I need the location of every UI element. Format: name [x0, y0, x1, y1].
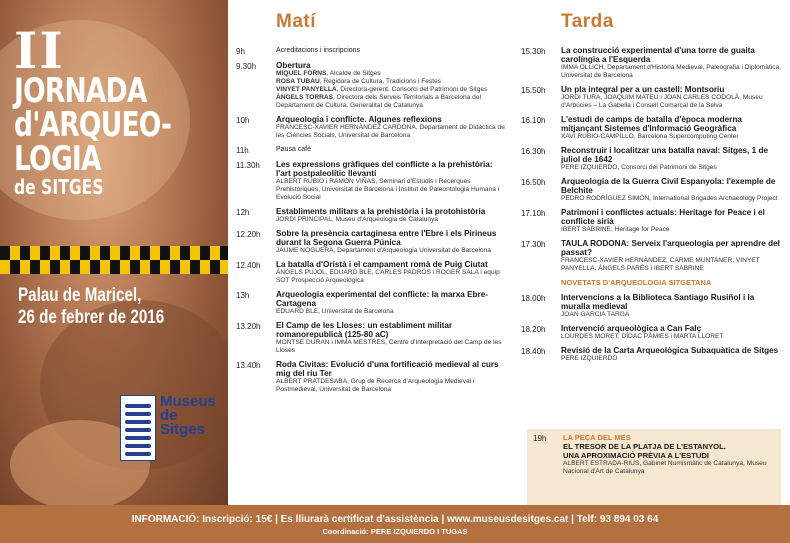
featured-tag: LA PEÇA DEL MES	[563, 433, 631, 442]
schedule-item: 15.50h Un pla integral per a un castell: Montsoriu JORDI TURA, JOAQUIM MATEU i JOAN CARLES CODOLÀ, Museu d'Arbúcies – La Gabella i Consell Comarcal de la Selva	[521, 85, 763, 109]
venue-date	[18, 285, 164, 329]
logo-text: Museus de Sitges	[160, 393, 216, 438]
featured-item-box	[527, 429, 781, 515]
schedule-item: 16.50h Arqueologia de la Guerra Civil Espanyola: l'exemple de Belchite PEDRO RODRÍGUEZ SIMÓN, International Brigades Archaeology Project	[521, 177, 778, 202]
title-line-4: de SITGES	[14, 175, 104, 199]
schedule-item: 16.30h Reconstruir i localitzar una batalla naval: Sitges, 1 de juliol de 1642 PERE IZQUIERDO, Consorci del Patrimoni de Sitges	[521, 146, 769, 171]
schedule-item: 16.10h L'estudi de camps de batalla d'època moderna mitjançant Sistemes d'Informació Geogràfica XAVI RUBIO-CAMPILLO, Barcelona Supercomputing Center	[521, 115, 742, 140]
museus-logo	[120, 395, 215, 465]
venue: Palau de Maricel,	[18, 285, 142, 306]
schedule-item: 11h Pausa cafè	[236, 146, 312, 155]
museum-tower-icon	[120, 395, 156, 461]
featured-desc: ALBERT ESTRADA-RIUS, Gabinet Numismàtic de Catalunya, Museu Nacional d'Art de Catalunya	[563, 460, 767, 475]
checkered-stripe	[0, 246, 228, 274]
schedule-item: 13.20h El Camp de les Lloses: un establiment militar romanorepublicà (125-80 aC) MONTSE DURAN i IMMA MESTRES, Centre d'Interpretació del Camp de les Lloses	[236, 321, 502, 354]
poster-panel	[0, 0, 228, 505]
schedule-item: 13h Arqueologia experimental del conflicte: la marxa Ebre-Cartagena EDUARD BLE, Universitat de Barcelona	[236, 290, 489, 315]
featured-title-1: EL TRESOR DE LA PLATJA DE L'ESTANYOL.	[563, 442, 726, 451]
schedule-item: 15.30h La construcció experimental d'una torre de guaita carolíngia a l'Esquerda IMMA OLLICH, Departament d'Història Medieval, Paleografia i Diplomàtica, Universitat de Barcelona	[521, 46, 782, 79]
event-date: 26 de febrer de 2016	[18, 307, 165, 328]
schedule-item: 9h Acreditacions i inscripcions	[236, 47, 361, 56]
edition-number: II	[14, 21, 65, 80]
afternoon-schedule	[521, 10, 783, 368]
schedule-item: 18.40h Revisió de la Carta Arqueològica Subaquàtica de Sitges PERE IZQUIERDO	[521, 346, 779, 362]
morning-schedule	[236, 10, 506, 399]
schedule-item: 18.20h Intervenció arqueològica a Can Falç LOURDES MORET, DÍDAC PÀMIES i MARTA LLORET	[521, 324, 724, 340]
featured-time: 19h	[533, 434, 547, 443]
schedule-item: 10h Arqueologia i conflicte. Algunes reflexions FRANCESC-XAVIER HERNÀNDEZ CARDONA, Departament de Didàctica de les Ciències Socials, Universitat de Barcelona	[236, 115, 505, 139]
schedule-item: 17.10h Patrimoni i conflictes actuals: Heritage for Peace i el conflicte sirià IBERT SABRINE, Heritage for Peace	[521, 208, 765, 233]
section-heading: NOVETATS D'ARQUEOLOGIA SITGETANA	[561, 278, 712, 287]
schedule-item: 12.40h La batalla d'Orístà i el campament romà de Puig Ciutat ÀNGELS PUJOL, EDUARD BLE, CARLES PADRÓS i ROGER SALA i equip SOT Prospecció Arqueològica	[236, 260, 500, 284]
schedule-item: 12.20h Sobre la presència cartaginesa entre l'Ebre i els Pirineus durant la Segona Guerra Púnica JAUME NOGUERA, Departament d'Arqueologia Universitat de Barcelona	[236, 229, 497, 254]
title-line-1: JORNADA	[14, 71, 147, 111]
schedule-item: 13.40h Roda Civitas: Evolució d'una fortificació medieval al curs mig del riu Ter ALBERT PRATDESABA, Grup de Recerca d'Arqueologia Medieval i Postmedieval, Universitat de Barcelona	[236, 360, 499, 393]
title-line-3: LOGIA	[14, 139, 101, 179]
schedule-item: 9.30h Obertura MIQUEL FORNS, Alcalde de Sitges ROSA TUBAU, Regidora de Cultura, Tradicions i Festes VINYET PANYELLA, Directora-gerent. Consorci del Patrimoni de Sitges ÀNGELS TORRAS, Directora dels Serveis Territorials a Barcelona del Departament de Cultura. Generalitat de Catalunya	[236, 61, 488, 109]
event-title	[14, 21, 216, 199]
schedule-item: 18.00h Intervencions a la Biblioteca Santiago Rusiñol i la muralla medieval JOAN GARCIA TARGA	[521, 293, 755, 318]
schedule-item: 11.30h Les expressions gràfiques del conflicte a la prehistòria: l'art postpaleolític llevantí ALBERT RUBIO i RAMON VIÑAS, Seminari d'Estudis i Recerques Prehistòriques, Universitat de Barcelona i Institut de Paleontologia Humana i Evolució Social	[236, 160, 500, 201]
featured-title-2: UNA APROXIMACIÓ PRÈVIA A L'ESTUDI	[563, 451, 709, 460]
footer-info: INFORMACIÓ: Inscripció: 15€ | Es lliurarà certificat d'assistència | www.museusdesitges.cat | Telf: 93 894 03 64	[131, 514, 659, 525]
morning-heading: Matí	[276, 11, 316, 32]
title-line-2: d'ARQUEO-	[14, 105, 172, 145]
afternoon-heading: Tarda	[561, 11, 614, 32]
footer-coordination: Coordinació: PERE IZQUIERDO I TUGAS	[322, 527, 468, 536]
schedule-item: 17.30h TAULA RODONA: Serveix l'arqueologia per aprendre del passat? FRANCESC-XAVIER HERNÀNDEZ, CARME MUNTANER, VINYET PANYELLA, ÀNGELS PARÉS i IBERT SABRINE	[521, 239, 780, 272]
footer-bar	[0, 505, 790, 543]
schedule-item: 12h Establiments militars a la prehistòria i la protohistòria JORDI PRINCIPAL, Museu d'Arqueologia de Catalunya	[236, 207, 486, 223]
